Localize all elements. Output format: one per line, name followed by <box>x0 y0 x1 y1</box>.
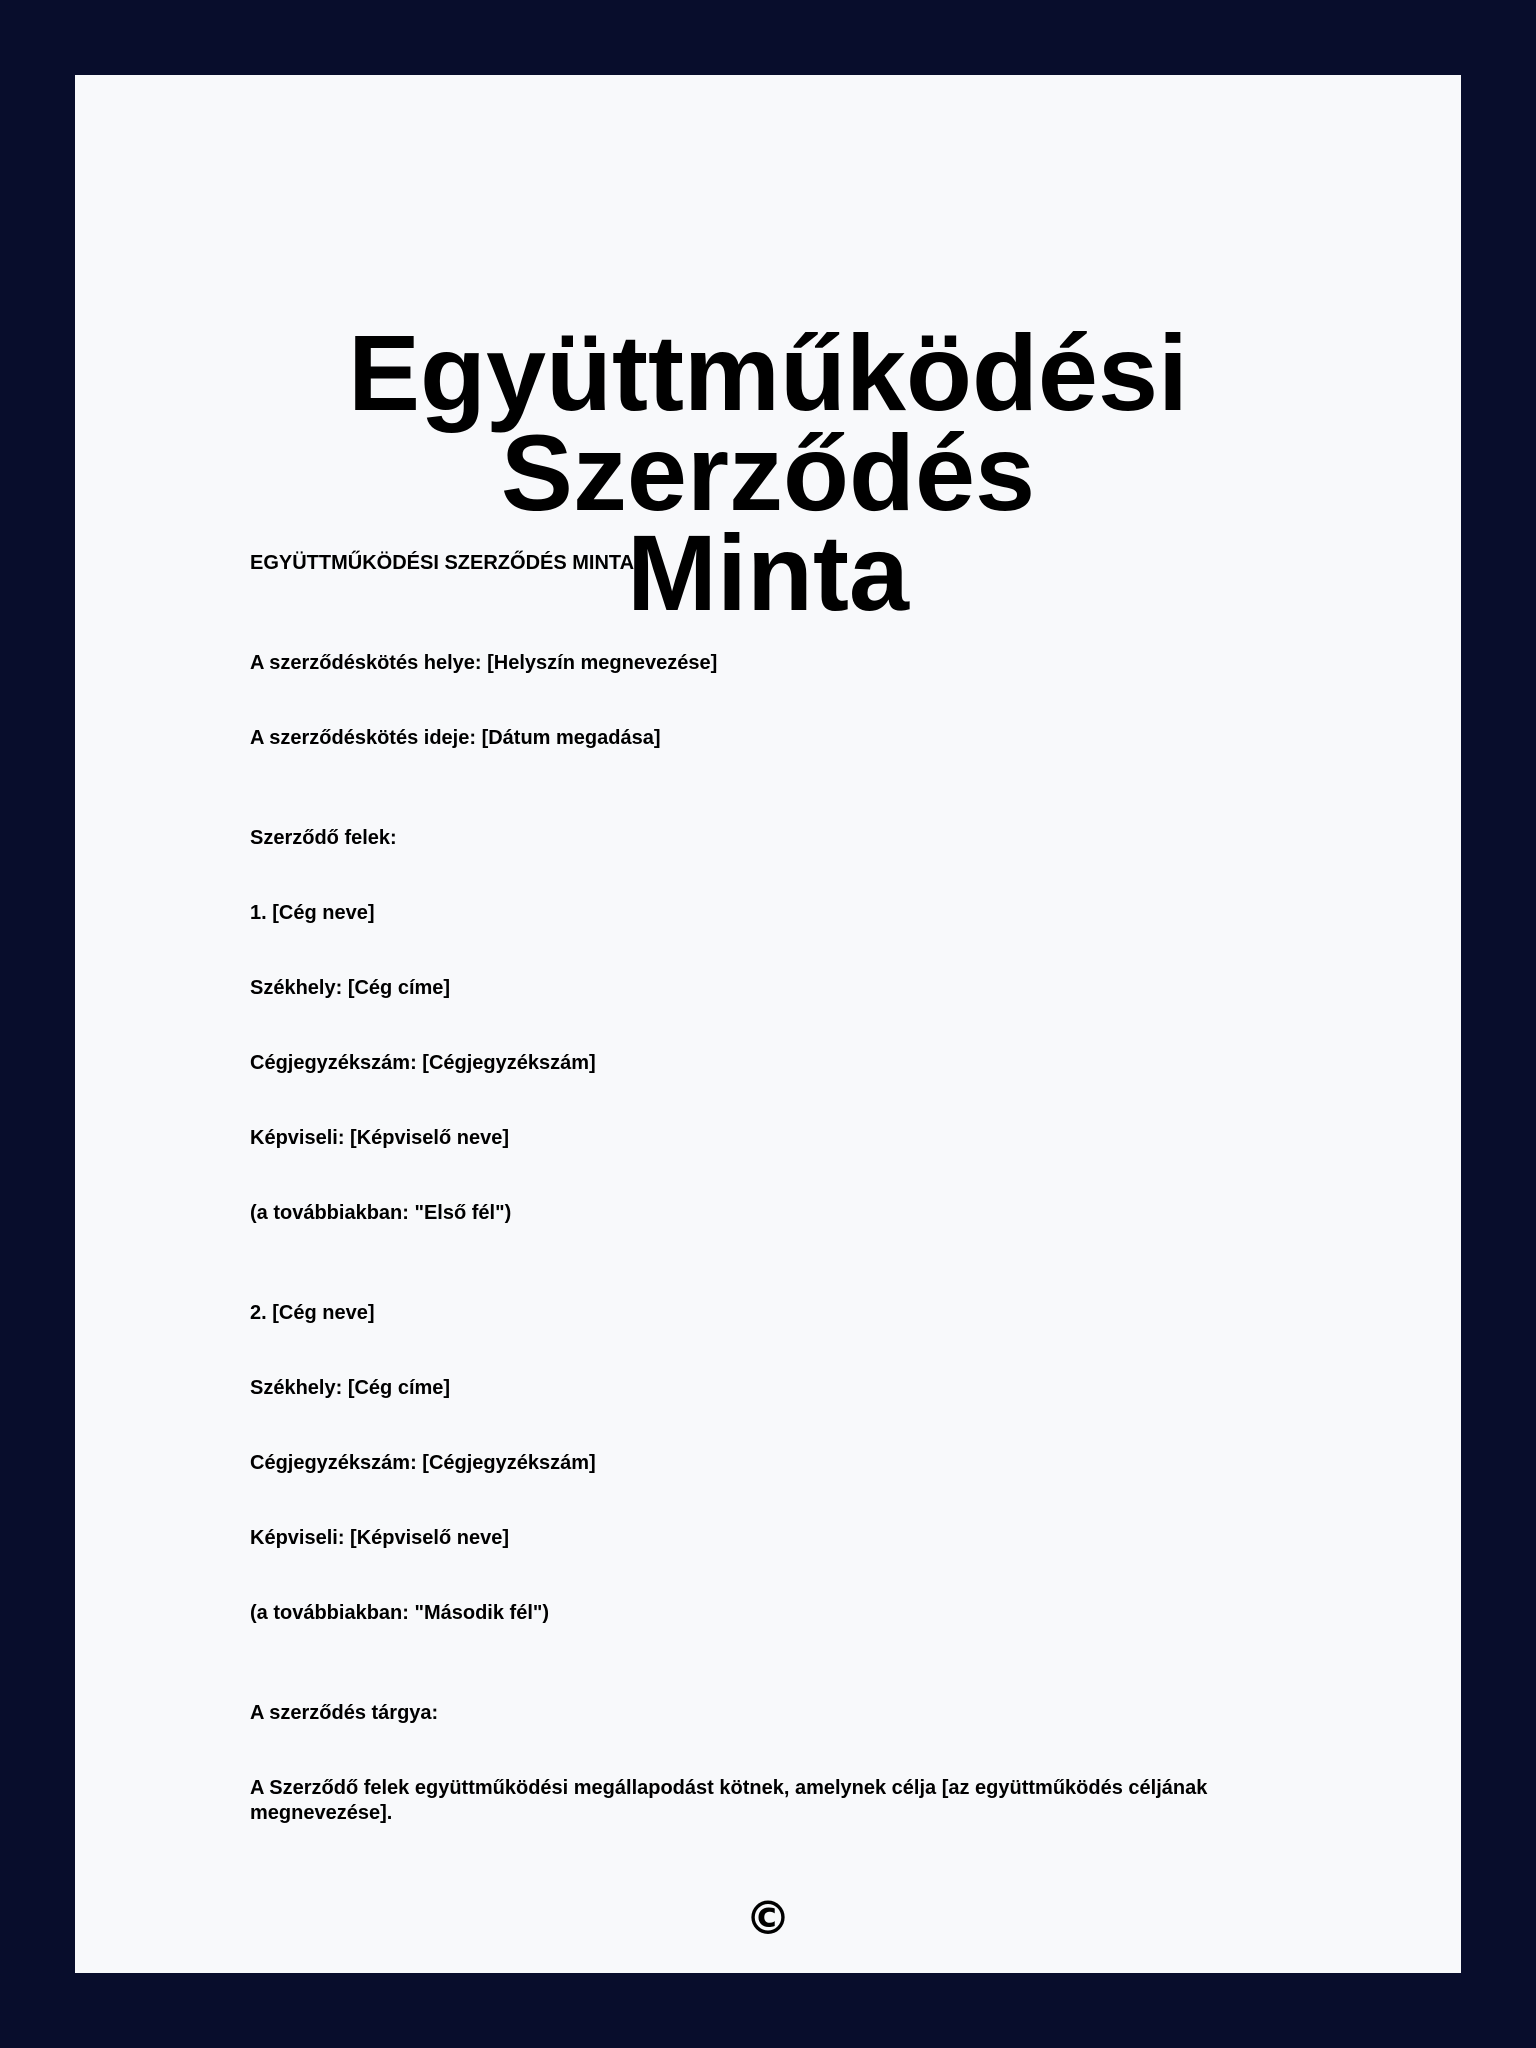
document-title-line-2: Minta <box>627 512 909 633</box>
copyright-icon: © <box>745 1891 791 1945</box>
contract-place: A szerződéskötés helye: [Helyszín megnevezése] <box>250 652 718 674</box>
party1-representative: Képviseli: [Képviselő neve] <box>250 1127 509 1149</box>
party2-representative: Képviseli: [Képviselő neve] <box>250 1527 509 1549</box>
party2-seat: Székhely: [Cég címe] <box>250 1377 451 1399</box>
party1-name: 1. [Cég neve] <box>250 902 375 924</box>
contract-heading: EGYÜTTMŰKÖDÉSI SZERZŐDÉS MINTA <box>250 552 635 574</box>
document-page <box>75 75 1461 1973</box>
subject-text: A Szerződő felek együttműködési megállapodást kötnek, amelynek célja [az együttműködés céljának megnevezése]. <box>250 1777 1208 1824</box>
party1-registry: Cégjegyzékszám: [Cégjegyzékszám] <box>250 1052 596 1074</box>
document-title-line-1: Együttműködési Szerződés <box>347 312 1189 533</box>
document-title <box>75 312 1461 633</box>
contract-date: A szerződéskötés ideje: [Dátum megadása] <box>250 727 661 749</box>
party2-name: 2. [Cég neve] <box>250 1302 375 1324</box>
subject-label: A szerződés tárgya: <box>250 1702 439 1724</box>
party1-alias: (a továbbiakban: "Első fél") <box>250 1202 512 1224</box>
parties-label: Szerződő felek: <box>250 827 397 849</box>
party2-alias: (a továbbiakban: "Második fél") <box>250 1602 550 1624</box>
party1-seat: Székhely: [Cég címe] <box>250 977 451 999</box>
party2-registry: Cégjegyzékszám: [Cégjegyzékszám] <box>250 1452 596 1474</box>
